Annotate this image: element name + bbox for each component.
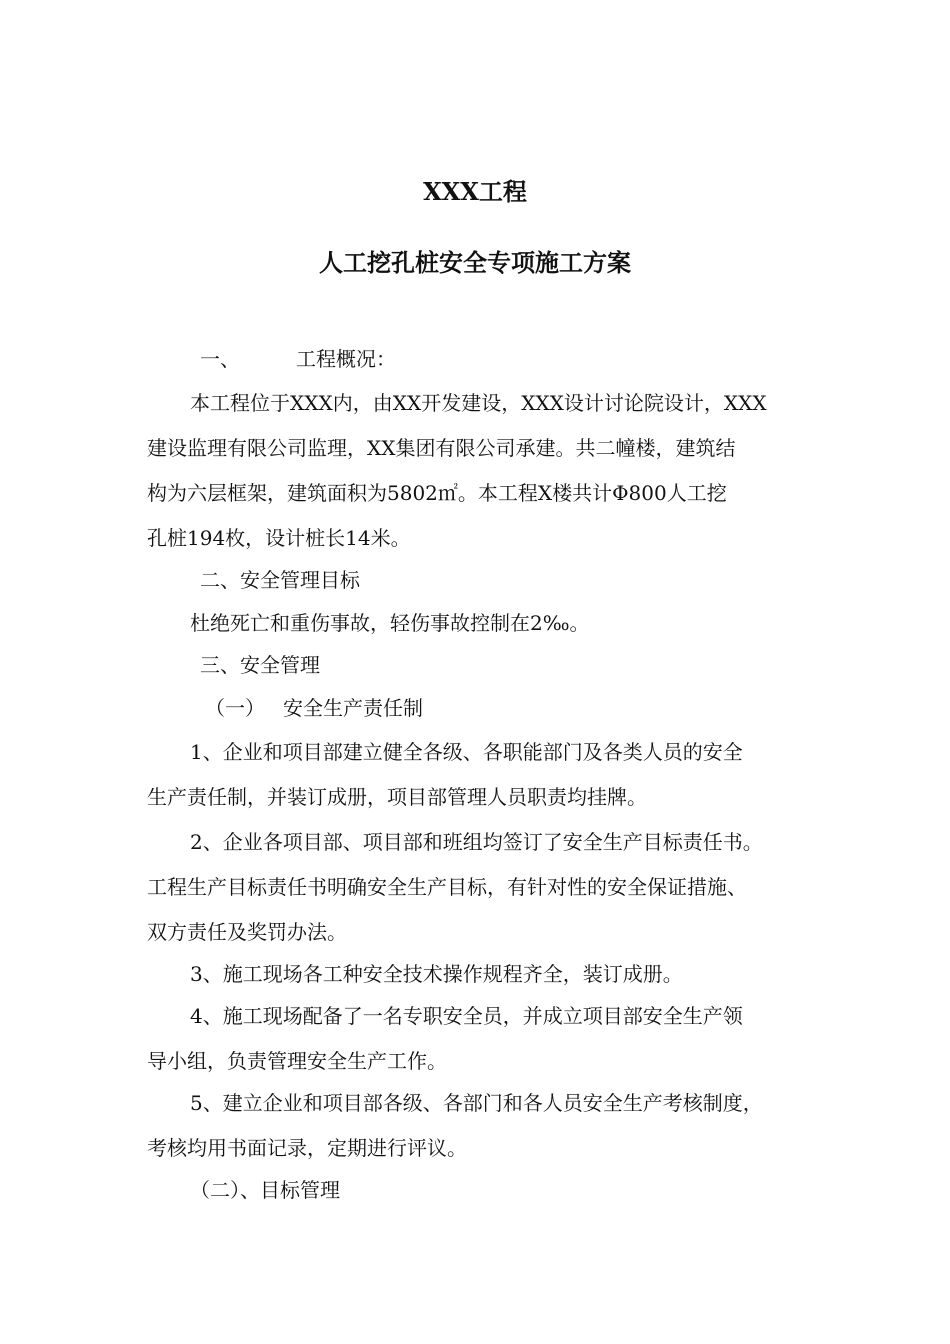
paragraph-line: 本工程位于XXX内，由XX开发建设，XXX设计讨论院设计，XXX: [190, 391, 767, 415]
subsection-2-heading: （二）、目标管理: [190, 1178, 340, 1202]
paragraph-line: 构为六层框架，建筑面积为5802㎡。本工程X楼共计Φ800人工挖: [147, 481, 727, 505]
subsection-1-title: 安全生产责任制: [283, 696, 423, 720]
section-1-number: 一、: [200, 347, 240, 371]
paragraph-line: 5、建立企业和项目部各级、各部门和各人员安全生产考核制度，: [190, 1091, 763, 1115]
paragraph-line: 生产责任制，并装订成册，项目部管理人员职责均挂牌。: [147, 785, 647, 809]
paragraph-line: 4、施工现场配备了一名专职安全员，并成立项目部安全生产领: [190, 1004, 743, 1028]
subsection-1-number: （一）: [205, 696, 265, 720]
paragraph-line: 工程生产目标责任书明确安全生产目标，有针对性的安全保证措施、: [147, 875, 747, 899]
paragraph-line: 杜绝死亡和重伤事故，轻伤事故控制在2‰。: [190, 611, 590, 635]
paragraph-line: 3、施工现场各工种安全技术操作规程齐全，装订成册。: [190, 962, 683, 986]
paragraph-line: 导小组，负责管理安全生产工作。: [147, 1049, 447, 1073]
document-title: XXX工程: [423, 177, 527, 206]
paragraph-line: 1、企业和项目部建立健全各级、各职能部门及各类人员的安全: [190, 740, 743, 764]
paragraph-line: 双方责任及奖罚办法。: [147, 920, 347, 944]
paragraph-line: 2、企业各项目部、项目部和班组均签订了安全生产目标责任书。: [190, 830, 763, 854]
paragraph-line: 孔桩194枚，设计桩长14米。: [147, 526, 411, 550]
section-2-heading: 二、安全管理目标: [200, 568, 360, 592]
section-1-heading: [200, 345, 396, 373]
section-1-title: 工程概况：: [296, 347, 396, 371]
paragraph-line: 建设监理有限公司监理，XX集团有限公司承建。共二幢楼，建筑结: [147, 436, 736, 460]
document-subtitle: 人工挖孔桩安全专项施工方案: [319, 248, 631, 277]
paragraph-line: 考核均用书面记录，定期进行评议。: [147, 1136, 467, 1160]
subsection-1-heading: [205, 694, 423, 722]
section-3-heading: 三、安全管理: [200, 653, 320, 677]
